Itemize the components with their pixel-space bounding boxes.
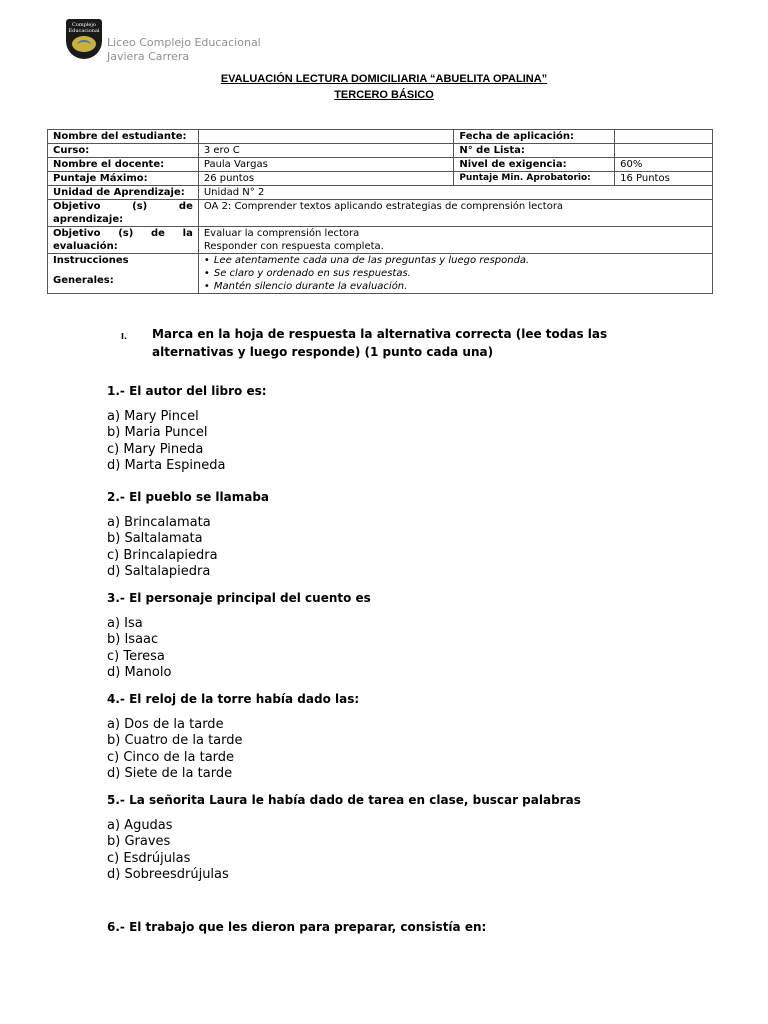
options-2 <box>107 515 218 580</box>
date-field[interactable] <box>615 130 713 144</box>
list-item <box>204 267 707 280</box>
option-b[interactable]: b) Saltalamata <box>107 531 203 547</box>
evaluation-line: Evaluar la comprensión lectora <box>203 228 360 239</box>
logo-emblem-icon <box>72 36 96 52</box>
list-number-label: N° de Lista: <box>454 144 615 158</box>
table-row <box>48 130 713 144</box>
label-word: aprendizaje: <box>53 214 124 225</box>
label-word: (s) <box>132 201 148 212</box>
teacher-label: Nombre el docente: <box>48 158 199 172</box>
instruction-text: Se claro y ordenado en sus respuestas. <box>213 268 411 279</box>
label-word: evaluación: <box>53 241 118 252</box>
option-b[interactable]: b) Isaac <box>107 632 159 648</box>
course-label: Curso: <box>48 144 199 158</box>
unit-label: Unidad de Aprendizaje: <box>48 186 199 200</box>
option-b[interactable]: b) Maria Puncel <box>107 425 208 441</box>
question-1: 1.- El autor del libro es: <box>107 384 267 398</box>
option-c[interactable]: c) Mary Pineda <box>107 441 204 457</box>
label-word: Generales: <box>53 275 114 286</box>
table-row <box>48 186 713 200</box>
document-subtitle: TERCERO BÁSICO <box>334 89 434 101</box>
learning-objective-value: OA 2: Comprender textos aplicando estrategias de comprensión lectora <box>198 200 712 227</box>
option-d[interactable]: d) Marta Espineda <box>107 457 226 473</box>
bullet-icon: • <box>203 268 210 279</box>
option-a[interactable]: a) Brincalamata <box>107 515 211 530</box>
table-row <box>48 144 713 158</box>
instructions-label <box>48 254 199 294</box>
option-d[interactable]: d) Siete de la tarde <box>107 765 233 781</box>
list-item <box>204 280 707 293</box>
evaluation-objective-value <box>198 227 712 254</box>
table-row <box>48 200 713 227</box>
bullet-icon: • <box>203 281 210 292</box>
school-logo <box>66 19 102 59</box>
course-value: 3 ero C <box>198 144 453 158</box>
option-a[interactable]: a) Isa <box>107 616 143 631</box>
unit-value: Unidad N° 2 <box>198 186 712 200</box>
option-a[interactable]: a) Dos de la tarde <box>107 717 224 732</box>
table-row <box>48 172 713 186</box>
section-heading <box>121 325 681 361</box>
question-3: 3.- El personaje principal del cuento es <box>107 591 371 605</box>
min-score-value: 16 Puntos <box>615 172 713 186</box>
label-word: Instrucciones <box>53 255 129 266</box>
option-b[interactable]: b) Cuatro de la tarde <box>107 733 243 749</box>
option-c[interactable]: c) Cinco de la tarde <box>107 749 235 765</box>
question-2: 2.- El pueblo se llamaba <box>107 490 270 504</box>
options-5 <box>107 818 229 883</box>
evaluation-line: Responder con respuesta completa. <box>203 241 384 252</box>
max-score-label: Puntaje Máximo: <box>48 172 199 186</box>
student-info-table <box>47 129 713 294</box>
question-6: 6.- El trabajo que les dieron para preparar, consistía en: <box>107 920 487 934</box>
label-word: de <box>151 228 165 239</box>
section-number: I. <box>121 332 128 341</box>
options-4 <box>107 717 243 782</box>
teacher-value: Paula Vargas <box>198 158 453 172</box>
question-5: 5.- La señorita Laura le había dado de tarea en clase, buscar palabras <box>107 793 581 807</box>
option-a[interactable]: a) Mary Pincel <box>107 409 199 424</box>
school-name <box>107 36 261 64</box>
option-d[interactable]: d) Manolo <box>107 664 172 680</box>
level-value: 60% <box>615 158 713 172</box>
label-word: la <box>182 228 193 239</box>
table-row <box>48 227 713 254</box>
label-word: Objetivo <box>53 201 101 212</box>
level-label: Nivel de exigencia: <box>454 158 615 172</box>
date-label: Fecha de aplicación: <box>454 130 615 144</box>
option-d[interactable]: d) Saltalapiedra <box>107 563 211 579</box>
question-4: 4.- El reloj de la torre había dado las: <box>107 692 360 706</box>
student-name-label: Nombre del estudiante: <box>48 130 199 144</box>
option-c[interactable]: c) Esdrújulas <box>107 850 191 866</box>
list-number-field[interactable] <box>615 144 713 158</box>
table-row <box>48 254 713 294</box>
option-c[interactable]: c) Brincalapiedra <box>107 547 218 563</box>
min-score-label: Puntaje Min. Aprobatorio: <box>454 172 615 186</box>
school-line-2: Javiera Carrera <box>107 50 190 63</box>
instructions-list <box>198 254 712 294</box>
options-3 <box>107 616 171 681</box>
instruction-text: Lee atentamente cada una de las preguntas y luego responda. <box>213 255 530 266</box>
school-line-1: Liceo Complejo Educacional <box>107 36 261 49</box>
document-title: EVALUACIÓN LECTURA DOMICILIARIA “ABUELITA OPALINA” <box>220 73 548 85</box>
option-c[interactable]: c) Teresa <box>107 648 165 664</box>
option-b[interactable]: b) Graves <box>107 834 171 850</box>
evaluation-objective-label <box>48 227 199 254</box>
max-score-value: 26 puntos <box>198 172 453 186</box>
label-word: Objetivo <box>53 228 101 239</box>
logo-text: Complejo Educacional <box>68 22 100 34</box>
bullet-icon: • <box>203 255 210 266</box>
option-d[interactable]: d) Sobreesdrújulas <box>107 866 229 882</box>
learning-objective-label <box>48 200 199 227</box>
table-row <box>48 158 713 172</box>
instruction-text: Mantén silencio durante la evaluación. <box>213 281 408 292</box>
section-text: Marca en la hoja de respuesta la alternativa correcta (lee todas las alternativas y luego responde) (1 punto cada una) <box>152 327 608 359</box>
label-word: de <box>178 201 193 212</box>
option-a[interactable]: a) Agudas <box>107 818 173 833</box>
list-item <box>204 254 707 267</box>
label-word: (s) <box>118 228 134 239</box>
options-1 <box>107 409 226 474</box>
student-name-field[interactable] <box>198 130 453 144</box>
